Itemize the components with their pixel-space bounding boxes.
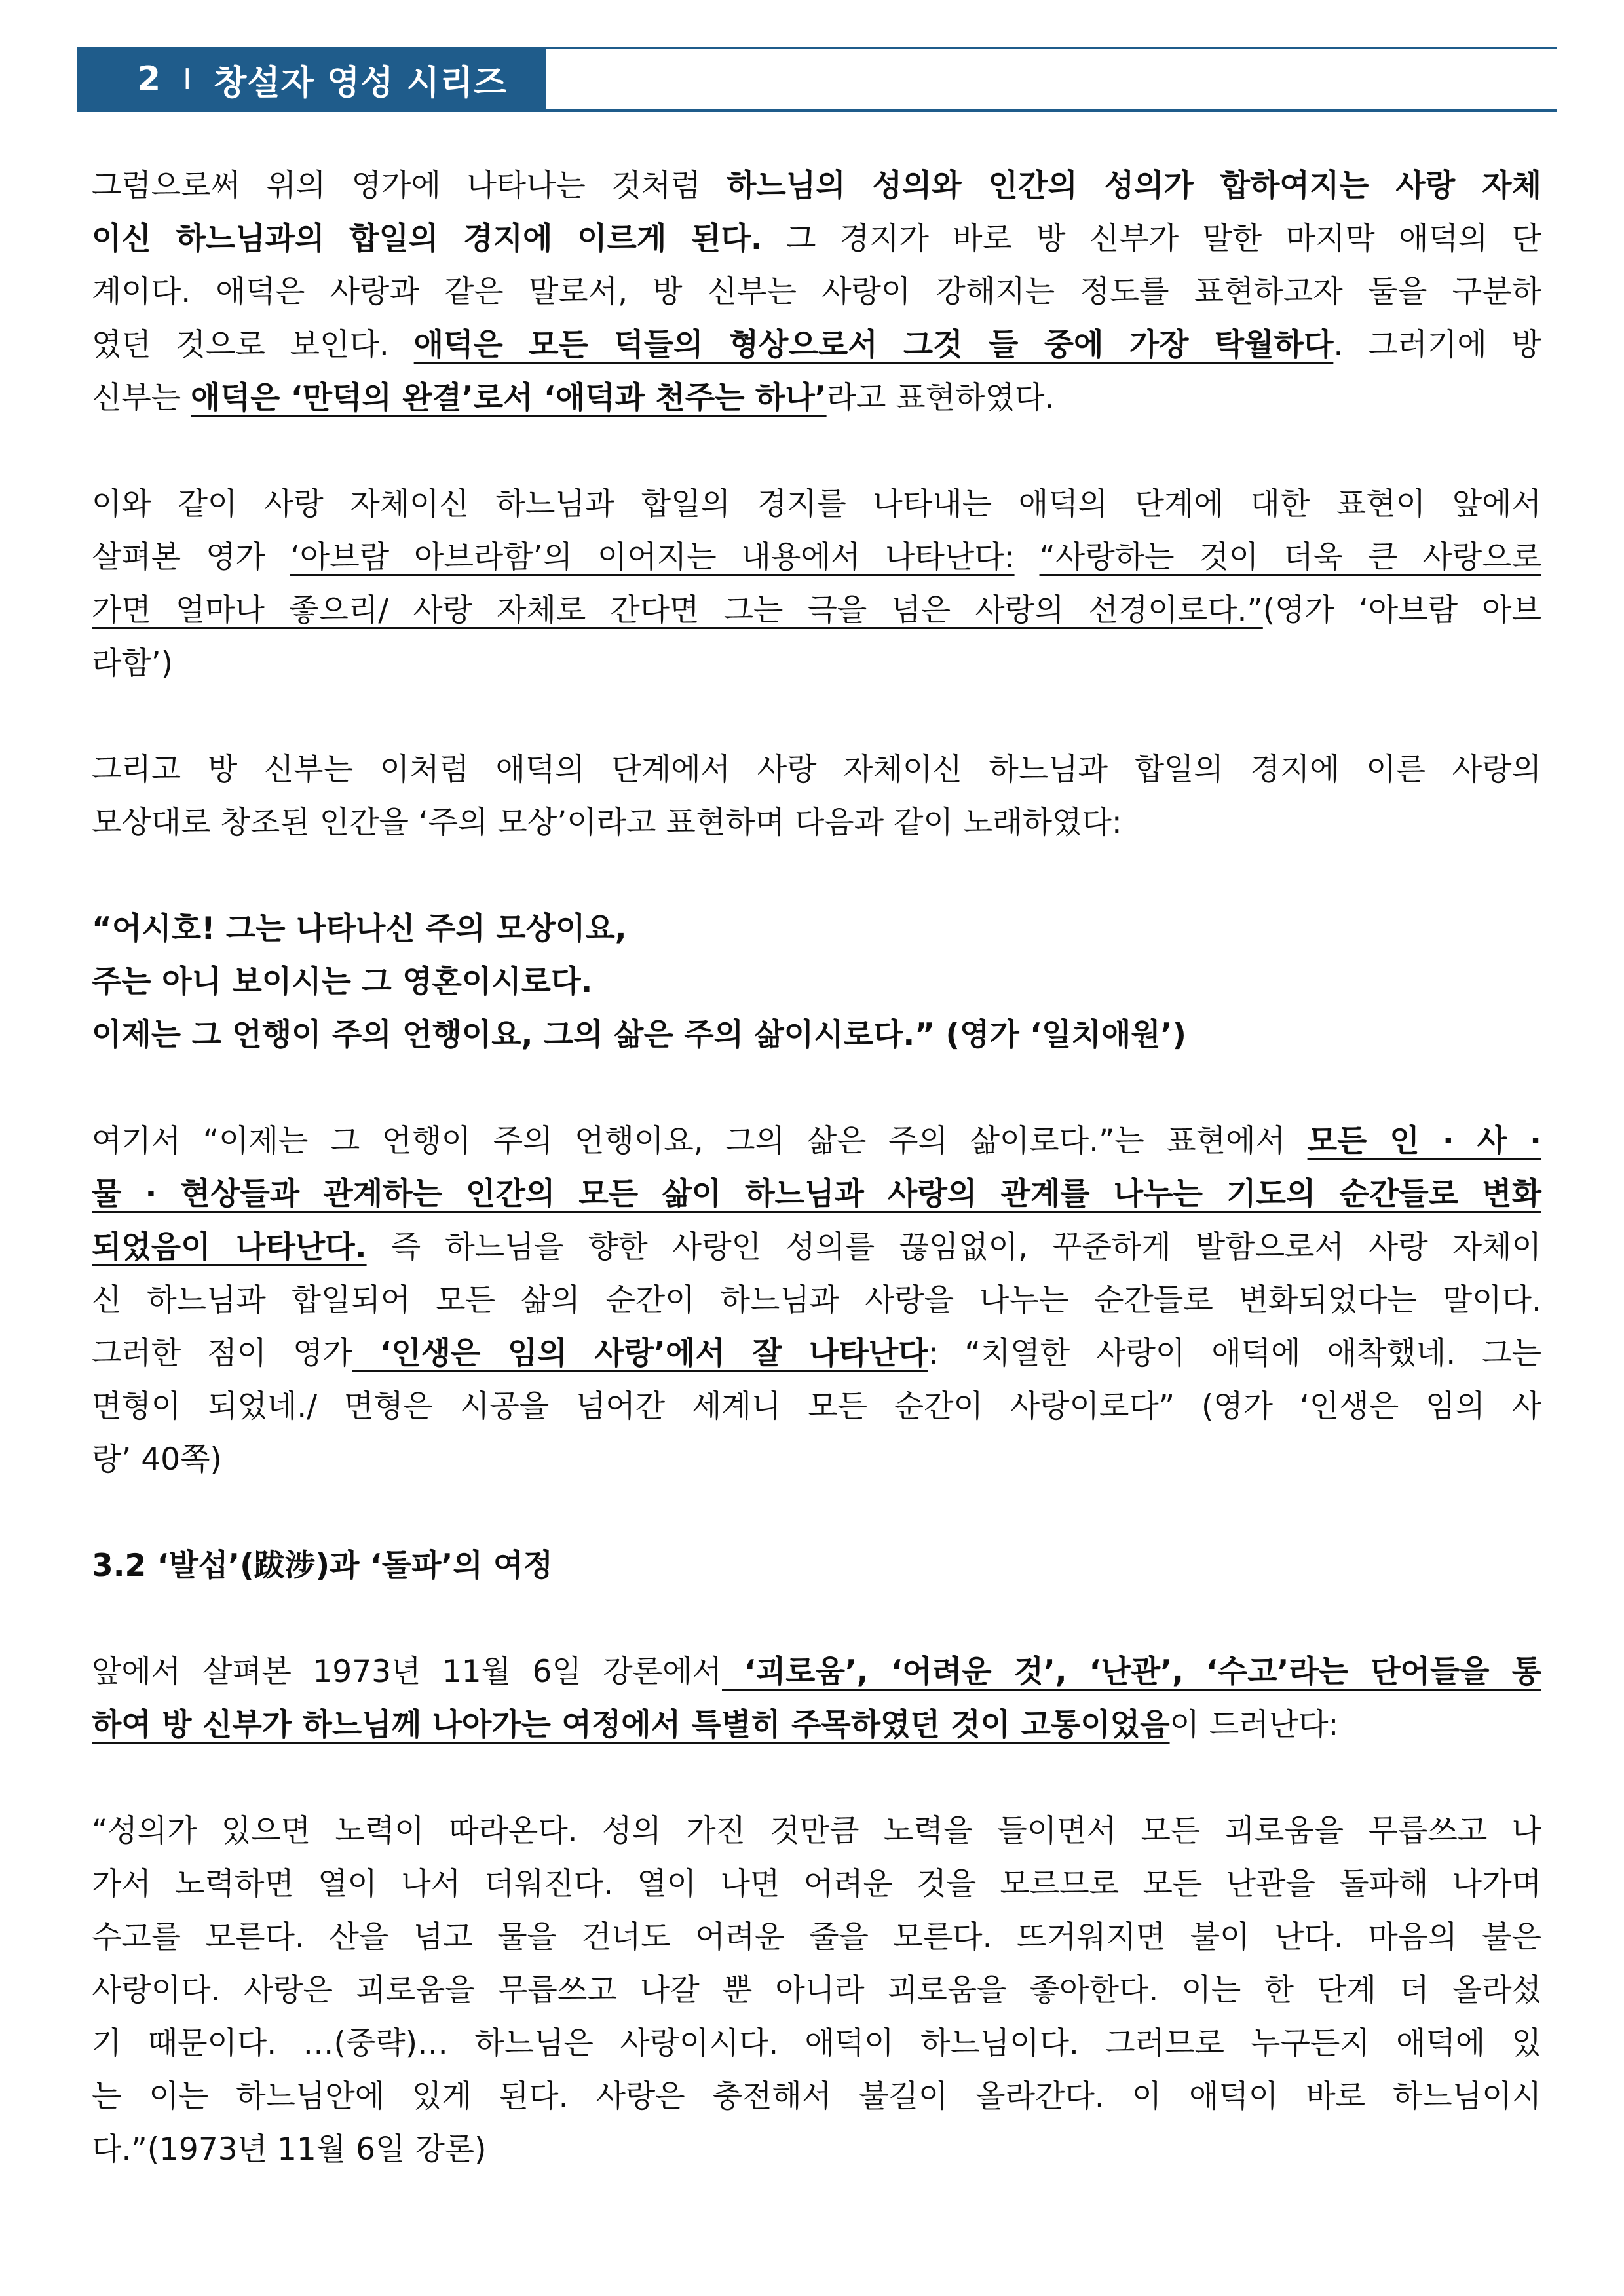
header-rule-bottom: [546, 109, 1557, 112]
text-line: [92, 1911, 1541, 1964]
text-run: 신 하느님과 합일되어 모든 삶의 순간이 하느님과 사랑을 나누는 순간들로 변화되었다는 말이다.: [92, 1282, 1541, 1318]
document-body: [92, 159, 1541, 2176]
emphasis-run: 하느님의 성의와 인간의 성의가 합하여지는 사랑 자체: [727, 168, 1541, 204]
text-run: 계이다. 애덕은 사랑과 같은 말로서, 방 신부는 사랑이 강해지는 정도를 표현하고자 둘을 구분하: [92, 274, 1541, 310]
text-line: [92, 2123, 1541, 2176]
text-run: 다.”(1973년 11월 6일 강론): [92, 2132, 487, 2168]
text-run: 였던 것으로 보인다.: [92, 327, 414, 363]
text-run: . 그러기에 방: [1333, 327, 1541, 363]
emphasis-run: “어시호! 그는 나타나신 주의 모상이요,: [92, 911, 627, 947]
text-run: 가서 노력하면 열이 나서 더워진다. 열이 나면 어려운 것을 모르므로 모든 난관을 돌파해 나가며: [92, 1866, 1541, 1902]
text-line: [92, 1539, 1541, 1592]
text-run: (영가 ‘아브람 아브: [1262, 592, 1541, 628]
section-heading: [92, 1539, 1541, 1592]
text-line: [92, 637, 1541, 690]
text-run: : “치열한 사랑이 애덕에 애착했네. 그는: [928, 1335, 1541, 1371]
text-line: [92, 1645, 1541, 1698]
header-separator: I: [183, 62, 192, 96]
text-run: 라고 표현하였다.: [826, 380, 1055, 416]
text-run: “성의가 있으면 노력이 따라온다. 성의 가진 것만큼 노력을 들이면서 모든 괴로움을 무릅쓰고 나: [92, 1813, 1541, 1849]
text-line: [92, 743, 1541, 796]
paragraph: [92, 743, 1541, 849]
text-line: [92, 796, 1541, 849]
text-line: [92, 372, 1541, 425]
text-line: [92, 1964, 1541, 2017]
text-line: [92, 2070, 1541, 2123]
text-run: 그 경지가 바로 방 신부가 말한 마지막 애덕의 단: [762, 221, 1541, 257]
text-line: [92, 1805, 1541, 1858]
text-line: [92, 1327, 1541, 1380]
header-banner: [77, 47, 546, 112]
text-run: 라함’): [92, 645, 174, 681]
text-line: [92, 1433, 1541, 1486]
text-run: [1015, 539, 1040, 575]
emphasis-run: 주는 아니 보이시는 그 영혼이시로다.: [92, 964, 593, 1000]
text-run: 즉 하느님을 향한 사랑인 성의를 끊임없이, 꾸준하게 발함으로서 사랑 자체이: [366, 1229, 1541, 1265]
text-run: 면형이 되었네./ 면형은 시공을 넘어간 세계니 모든 순간이 사랑이로다” (영가 ‘인생은 임의 사: [92, 1388, 1541, 1425]
paragraph: [92, 1645, 1541, 1751]
text-run: 는 이는 하느님안에 있게 된다. 사랑은 충전해서 불길이 올라간다. 이 애덕이 바로 하느님이시: [92, 2078, 1541, 2114]
emphasis-run: 이신 하느님과의 합일의 경지에 이르게 된다.: [92, 221, 763, 257]
text-line: [92, 955, 1541, 1008]
text-line: [92, 159, 1541, 212]
text-run: 신부는: [92, 380, 191, 416]
text-line: [92, 1858, 1541, 1911]
text-run: 여기서 “이제는 그 언행이 주의 언행이요, 그의 삶은 주의 삶이로다.”는 표현에서: [92, 1123, 1308, 1159]
paragraph: [92, 1805, 1541, 2176]
emphasis-run: 물 · 현상들과 관계하는 인간의 모든 삶이 하느님과 사랑의 관계를 나누는 기도의 순간들로 변화: [92, 1176, 1541, 1212]
text-line: [92, 1274, 1541, 1327]
paragraph: [92, 159, 1541, 425]
text-line: [92, 531, 1541, 584]
emphasis-run: 가면 얼마나 좋으리/ 사랑 자체로 간다면 그는 극을 넘은 사랑의 선경이로다.”: [92, 592, 1263, 628]
quote-block: [92, 902, 1541, 1062]
emphasis-run: ‘아브람 아브라함’의 이어지는 내용에서 나타난다:: [290, 539, 1015, 575]
emphasis-run: 모든 인 · 사 ·: [1307, 1123, 1541, 1159]
text-run: 그러한 점이 영가: [92, 1335, 352, 1371]
emphasis-run: 하여 방 신부가 하느님께 나아가는 여정에서 특별히 주목하였던 것이 고통이었음: [92, 1707, 1170, 1743]
text-run: 앞에서 살펴본 1973년 11월 6일 강론에서: [92, 1654, 722, 1690]
text-run: 랑’ 40쪽): [92, 1442, 222, 1478]
emphasis-run: ‘괴로움’, ‘어려운 것’, ‘난관’, ‘수고’라는 단어들을 통: [721, 1654, 1541, 1690]
emphasis-run: “사랑하는 것이 더욱 큰 사랑으로: [1039, 539, 1541, 575]
emphasis-run: 애덕은 모든 덕들의 형상으로서 그것 들 중에 가장 탁월하다: [413, 327, 1334, 363]
emphasis-run: 애덕은 ‘만덕의 완결’로서 ‘애덕과 천주는 하나’: [191, 380, 827, 416]
text-run: 이 드러난다:: [1169, 1707, 1339, 1743]
text-line: [92, 1115, 1541, 1168]
text-run: 모상대로 창조된 인간을 ‘주의 모상’이라고 표현하며 다음과 같이 노래하였다:: [92, 805, 1122, 841]
paragraph: [92, 478, 1541, 690]
text-line: [92, 1008, 1541, 1062]
text-run: 그럼으로써 위의 영가에 나타나는 것처럼: [92, 168, 727, 204]
text-line: [92, 2017, 1541, 2070]
text-line: [92, 1221, 1541, 1274]
text-line: [92, 318, 1541, 372]
text-run: 수고를 모른다. 산을 넘고 물을 건너도 어려운 줄을 모른다. 뜨거워지면 불이 난다. 마음의 불은: [92, 1919, 1541, 1955]
text-run: 사랑이다. 사랑은 괴로움을 무릅쓰고 나갈 뿐 아니라 괴로움을 좋아한다. 이는 한 단계 더 올라섰: [92, 1972, 1541, 2008]
text-run: 살펴본 영가: [92, 539, 290, 575]
text-line: [92, 1168, 1541, 1221]
text-line: [92, 902, 1541, 955]
text-line: [92, 212, 1541, 265]
text-run: 그리고 방 신부는 이처럼 애덕의 단계에서 사랑 자체이신 하느님과 합일의 경지에 이른 사랑의: [92, 752, 1541, 788]
text-line: [92, 265, 1541, 318]
text-line: [92, 1698, 1541, 1751]
text-run: 이와 같이 사랑 자체이신 하느님과 합일의 경지를 나타내는 애덕의 단계에 대한 표현이 앞에서: [92, 486, 1541, 522]
text-line: [92, 478, 1541, 531]
text-run: 기 때문이다. …(중략)… 하느님은 사랑이시다. 애덕이 하느님이다. 그러므로 누구든지 애덕에 있: [92, 2025, 1541, 2061]
emphasis-run: 이제는 그 언행이 주의 언행이요, 그의 삶은 주의 삶이시로다.” (영가 ‘일치애원’): [92, 1017, 1186, 1053]
series-title: 창설자 영성 시리즈: [214, 63, 508, 103]
text-line: [92, 584, 1541, 637]
emphasis-run: 되었음이 나타난다.: [92, 1229, 367, 1265]
page-number: 2: [137, 60, 161, 99]
emphasis-run: 3.2 ‘발섭’(跋涉)과 ‘돌파’의 여정: [92, 1548, 553, 1584]
text-line: [92, 1380, 1541, 1433]
emphasis-run: ‘인생은 임의 사랑’에서 잘 나타난다: [352, 1335, 928, 1371]
paragraph: [92, 1115, 1541, 1486]
